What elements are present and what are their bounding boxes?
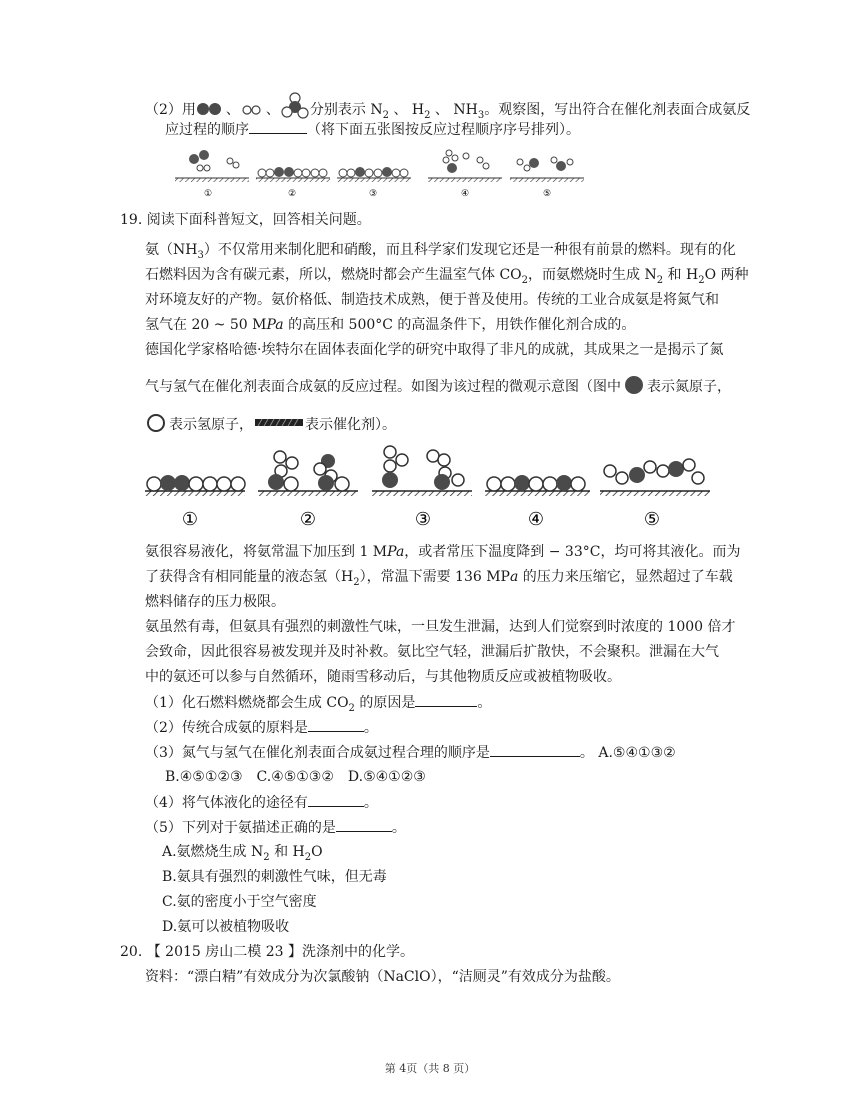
text: 。: [363, 795, 378, 811]
q19-p2-l3: [145, 412, 396, 435]
text: （1）化石燃料燃烧都会生成 CO: [145, 695, 349, 711]
answer-blank-q19-1[interactable]: [415, 692, 477, 707]
sub: 3: [197, 249, 204, 261]
text: （将下面五张图按反应过程顺序序号排列）。: [307, 122, 580, 138]
q18-2-line2: [165, 119, 580, 140]
page-footer: 第 4页（共 8 页）: [384, 1062, 476, 1075]
q19-p3-l2: [145, 567, 733, 587]
q19-option-d: D.氨可以被植物吸收: [162, 919, 290, 935]
q19-p4-l2: 会致命，因此很容易被发现并及时补救。氨比空气轻，泄漏后扩散快，不会聚积。泄漏在大气: [145, 644, 719, 660]
q20-material: 资料：“漂白精”有效成分为次氯酸钠（NaClO），“洁厕灵”有效成分为盐酸。: [145, 969, 620, 985]
q19-sub1: [145, 692, 491, 713]
sub: 3: [477, 109, 485, 121]
panel-label-4: ④: [527, 509, 545, 530]
text: 表示氮原子，: [647, 379, 731, 395]
small-panel-2: [256, 167, 330, 198]
q19-p1-l3: 对环境友好的产物。氨价格低、制造技术成熟，便于普及使用。传统的工业合成氨是将氮气和: [145, 292, 719, 308]
small-label-2: ②: [287, 189, 297, 198]
nitrogen-atom-icon: [623, 374, 645, 396]
q19-p3-l3: 燃料储存的压力极限。: [145, 594, 285, 610]
text: 表示催化剂）。: [305, 417, 396, 433]
reaction-panel-1: [145, 475, 245, 530]
sub: 2: [656, 274, 664, 286]
q18-2-line1: [145, 90, 750, 120]
text: ）不仅常用来制化肥和硝酸，而且科学家们发现它还是一种很有前景的燃料。现有的化: [203, 242, 736, 258]
q19-p1-l2: [145, 265, 749, 285]
text: （4）将气体液化的途径有: [145, 795, 308, 811]
small-label-3: ③: [368, 189, 378, 198]
panel-label-2: ②: [299, 509, 317, 530]
n2-legend-icon: [196, 102, 226, 116]
q19-p1-l4: [145, 315, 635, 335]
q18-small-diagram: [170, 146, 590, 198]
sub: 2: [382, 109, 389, 121]
q19-p3-l1: [145, 542, 740, 562]
q20-title: 20. 【 2015 房山二模 23 】洗涤剂中的化学。: [120, 944, 414, 960]
q19-p4-l3: 中的氨还可以参与自然循环，随雨雪移动后，与其他物质反应或被植物吸收。: [145, 669, 621, 685]
sub: 2: [263, 851, 270, 863]
text: ，而氨燃烧时生成 N: [528, 267, 657, 283]
sub: 2: [521, 274, 529, 286]
answer-blank-q19-5[interactable]: [336, 817, 392, 832]
q19-p2-l1: 德国化学家格哈德·埃特尔在固体表面化学的研究中取得了非凡的成就，其成果之一是揭示了氮: [145, 342, 724, 358]
panel-label-3: ③: [414, 509, 432, 530]
text: A.氨燃烧生成 N: [162, 844, 264, 860]
text: 。: [363, 720, 378, 736]
text: 分别表示 N: [309, 102, 383, 118]
small-panel-4: [428, 150, 502, 198]
q19-sub3-options: B.④⑤①②③ C.④⑤①③② D.⑤④①②③: [165, 769, 426, 785]
q19-sub5: [145, 817, 406, 838]
text: 气与氢气在催化剂表面合成氨的反应过程。如图为该过程的微观示意图（图中: [145, 379, 621, 395]
text: 和 H: [269, 844, 305, 860]
q19-reaction-diagram: [140, 445, 720, 530]
q19-option-a: [162, 842, 323, 862]
sep: 、: [225, 102, 240, 118]
small-label-5: ⑤: [542, 189, 552, 198]
sep: 、: [265, 102, 280, 118]
reaction-panel-4: [485, 475, 590, 530]
nh3-legend-icon: [280, 90, 310, 120]
sub: 2: [353, 576, 360, 588]
text: （2）传统合成氨的原料是: [145, 720, 308, 736]
text: 了获得含有相同能量的液态氢（H: [145, 569, 354, 585]
hydrogen-atom-icon: [145, 412, 167, 434]
sub: 2: [304, 851, 312, 863]
text: 氨（NH: [145, 242, 198, 258]
text: 氨很容易液化，将氨常温下加压到 1 M: [145, 544, 388, 560]
q19-p2-l2: [145, 374, 731, 397]
answer-blank-q18-2[interactable]: [249, 119, 307, 134]
text: 的原因是: [354, 695, 416, 711]
q19-sub4: [145, 792, 378, 813]
panel-label-1: ①: [181, 509, 199, 530]
answer-blank-q19-4[interactable]: [308, 792, 364, 807]
sub: 2: [698, 274, 705, 286]
text: 的高压和 500°C 的高温条件下，用铁作催化剂合成的。: [283, 317, 636, 333]
q19-sub3: [145, 742, 676, 763]
q19-option-b: B.氨具有强烈的刺激性气味，但无毒: [162, 869, 387, 885]
q19-p1-l1: [145, 240, 736, 260]
answer-blank-q19-2[interactable]: [308, 717, 364, 732]
sub: 2: [348, 702, 355, 714]
text: a: [509, 569, 519, 585]
reaction-panel-2: [258, 451, 358, 530]
q19-option-c: C.氨的密度小于空气密度: [162, 894, 317, 910]
q19-sub2: [145, 717, 378, 738]
text: （5）下列对于氨描述正确的是: [145, 820, 336, 836]
text: 。: [477, 695, 492, 711]
sub: 2: [424, 109, 431, 121]
reaction-panel-5: [600, 459, 710, 530]
text: ），常温下需要 136 MP: [359, 569, 510, 585]
text: O: [311, 844, 323, 860]
text: 的压力来压缩它，显然超过了车载: [518, 569, 733, 585]
answer-blank-q19-3[interactable]: [490, 742, 580, 757]
text: ，或者常压下温度降到 − 33°C，均可将其液化。而为: [404, 544, 741, 560]
text: 应过程的顺序: [165, 122, 249, 138]
text: Pa: [387, 544, 405, 560]
text: 石燃料因为含有碳元素，所以，燃烧时都会产生温室气体 CO: [145, 267, 522, 283]
text: （3）氮气与氢气在催化剂表面合成氨过程合理的顺序是: [145, 745, 490, 761]
q18-2-lead: （2）用: [145, 102, 196, 118]
text: 。: [391, 820, 406, 836]
text: 、 NH: [430, 102, 478, 118]
text: 氢气在 20 ~ 50 M: [145, 317, 267, 333]
reaction-panel-3: [372, 446, 472, 530]
small-label-4: ④: [460, 189, 470, 198]
text: Pa: [266, 317, 284, 333]
text: O 两种: [704, 267, 749, 283]
h2-legend-icon: [240, 102, 266, 116]
text: 表示氢原子，: [169, 417, 253, 433]
text: 、 H: [389, 102, 425, 118]
small-panel-3: [337, 167, 411, 198]
text: 和 H: [663, 267, 699, 283]
text: 。 A.⑤④①③②: [579, 745, 676, 761]
text: 。观察图，写出符合在催化剂表面合成氨反: [484, 102, 751, 118]
small-label-1: ①: [203, 189, 213, 198]
q19-p4-l1: 氨虽然有毒，但氨具有强烈的刺激性气味，一旦发生泄漏，达到人们觉察到时浓度的 1000 倍才: [145, 619, 736, 635]
small-panel-5: [510, 157, 584, 198]
panel-label-5: ⑤: [643, 509, 661, 530]
q19-title: 19. 阅读下面科普短文，回答相关问题。: [120, 212, 371, 228]
small-panel-1: [175, 150, 249, 198]
catalyst-icon: [255, 418, 303, 428]
